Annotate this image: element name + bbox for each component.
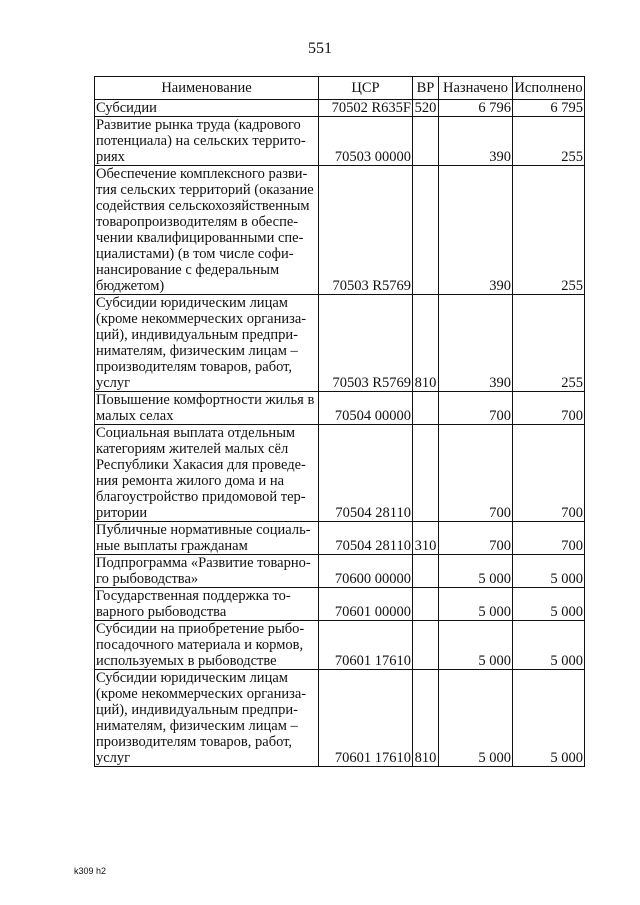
row-executed: 255 xyxy=(513,166,585,295)
footer-code: k309 h2 xyxy=(74,866,107,876)
table-row xyxy=(95,621,585,670)
row-name: Субсидии на приобретение рыбо- посадочного материала и кормов, используемых в рыбоводстве xyxy=(96,621,305,669)
row-executed: 5 000 xyxy=(513,555,585,588)
row-vr xyxy=(413,392,439,425)
row-planned: 390 xyxy=(439,166,513,295)
row-executed: 700 xyxy=(513,425,585,522)
row-executed: 5 000 xyxy=(513,621,585,670)
row-planned: 5 000 xyxy=(439,621,513,670)
row-name: Субсидии юридическим лицам (кроме некоммерческих организа- ций), индивидуальным предпри- нимателям, физическим лицам – производителям товаров, работ, услуг xyxy=(96,670,307,766)
table-row xyxy=(95,670,585,767)
row-name: Публичные нормативные социаль- ные выплаты гражданам xyxy=(96,522,311,554)
row-vr: 810 xyxy=(413,295,439,392)
row-name-cell xyxy=(95,670,319,767)
row-name: Социальная выплата отдельным категориям жителей малых сёл Республики Хакасия для проведе- ния ремонта жилого дома и на благоустройство придомовой тер- ритории xyxy=(96,425,306,521)
table-row xyxy=(95,295,585,392)
row-vr: 310 xyxy=(413,522,439,555)
row-csr: 70601 17610 xyxy=(319,670,413,767)
row-name: Обеспечение комплексного разви- тия сельских территорий (оказание содействия сельскохозяйственным товаропроизводителям в обеспе- чении квалифицированными спе- циалистами) (в том числе софи- нансирование с федеральным бюджетом) xyxy=(96,166,314,294)
table-row xyxy=(95,100,585,117)
table-row xyxy=(95,522,585,555)
row-name-cell xyxy=(95,621,319,670)
row-planned: 5 000 xyxy=(439,588,513,621)
row-vr: 810 xyxy=(413,670,439,767)
table-row xyxy=(95,425,585,522)
row-name: Подпрограмма «Развитие товарно- го рыбоводства» xyxy=(96,555,311,587)
row-csr: 70600 00000 xyxy=(319,555,413,588)
row-executed: 255 xyxy=(513,117,585,166)
row-vr xyxy=(413,117,439,166)
row-vr xyxy=(413,621,439,670)
row-name: Государственная поддержка то- варного рыбоводства xyxy=(96,588,291,620)
row-planned: 390 xyxy=(439,117,513,166)
row-csr: 70503 00000 xyxy=(319,117,413,166)
budget-table xyxy=(94,76,585,767)
row-name-cell xyxy=(95,522,319,555)
row-name: Субсидии юридическим лицам (кроме некоммерческих организа- ций), индивидуальным предпри- нимателям, физическим лицам – производителям товаров, работ, услуг xyxy=(96,295,307,391)
row-executed: 6 795 xyxy=(513,100,585,117)
row-vr: 520 xyxy=(413,100,439,117)
row-name-cell xyxy=(95,392,319,425)
row-csr: 70504 28110 xyxy=(319,425,413,522)
row-csr: 70504 28110 xyxy=(319,522,413,555)
row-vr xyxy=(413,588,439,621)
row-name-cell xyxy=(95,295,319,392)
table-row xyxy=(95,588,585,621)
row-name: Развитие рынка труда (кадрового потенциала) на сельских террито- риях xyxy=(96,117,306,165)
row-executed: 5 000 xyxy=(513,588,585,621)
header-csr: ЦСР xyxy=(319,77,413,100)
header-executed: Исполнено xyxy=(513,77,585,100)
row-vr xyxy=(413,555,439,588)
row-executed: 255 xyxy=(513,295,585,392)
row-vr xyxy=(413,166,439,295)
row-vr xyxy=(413,425,439,522)
header-name: Наименование xyxy=(95,77,319,100)
row-name-cell xyxy=(95,555,319,588)
row-name-cell xyxy=(95,117,319,166)
row-csr: 70504 00000 xyxy=(319,392,413,425)
row-name-cell xyxy=(95,588,319,621)
row-planned: 5 000 xyxy=(439,670,513,767)
row-planned: 700 xyxy=(439,392,513,425)
row-csr: 70503 R5769 xyxy=(319,295,413,392)
row-csr: 70502 R635F xyxy=(319,100,413,117)
row-csr: 70601 17610 xyxy=(319,621,413,670)
row-planned: 390 xyxy=(439,295,513,392)
row-planned: 5 000 xyxy=(439,555,513,588)
row-planned: 6 796 xyxy=(439,100,513,117)
page-number: 551 xyxy=(308,40,332,57)
row-name-cell xyxy=(95,425,319,522)
table-row xyxy=(95,117,585,166)
row-executed: 5 000 xyxy=(513,670,585,767)
row-name-cell xyxy=(95,100,319,117)
table-row xyxy=(95,555,585,588)
table-header-row xyxy=(95,77,585,100)
row-name: Повышение комфортности жилья в малых селах xyxy=(96,392,315,424)
row-csr: 70601 00000 xyxy=(319,588,413,621)
row-executed: 700 xyxy=(513,522,585,555)
row-name-cell xyxy=(95,166,319,295)
table-row xyxy=(95,392,585,425)
header-planned: Назначено xyxy=(439,77,513,100)
row-executed: 700 xyxy=(513,392,585,425)
row-csr: 70503 R5769 xyxy=(319,166,413,295)
row-name: Субсидии xyxy=(96,100,157,116)
row-planned: 700 xyxy=(439,522,513,555)
row-planned: 700 xyxy=(439,425,513,522)
header-vr: ВР xyxy=(413,77,439,100)
table-row xyxy=(95,166,585,295)
